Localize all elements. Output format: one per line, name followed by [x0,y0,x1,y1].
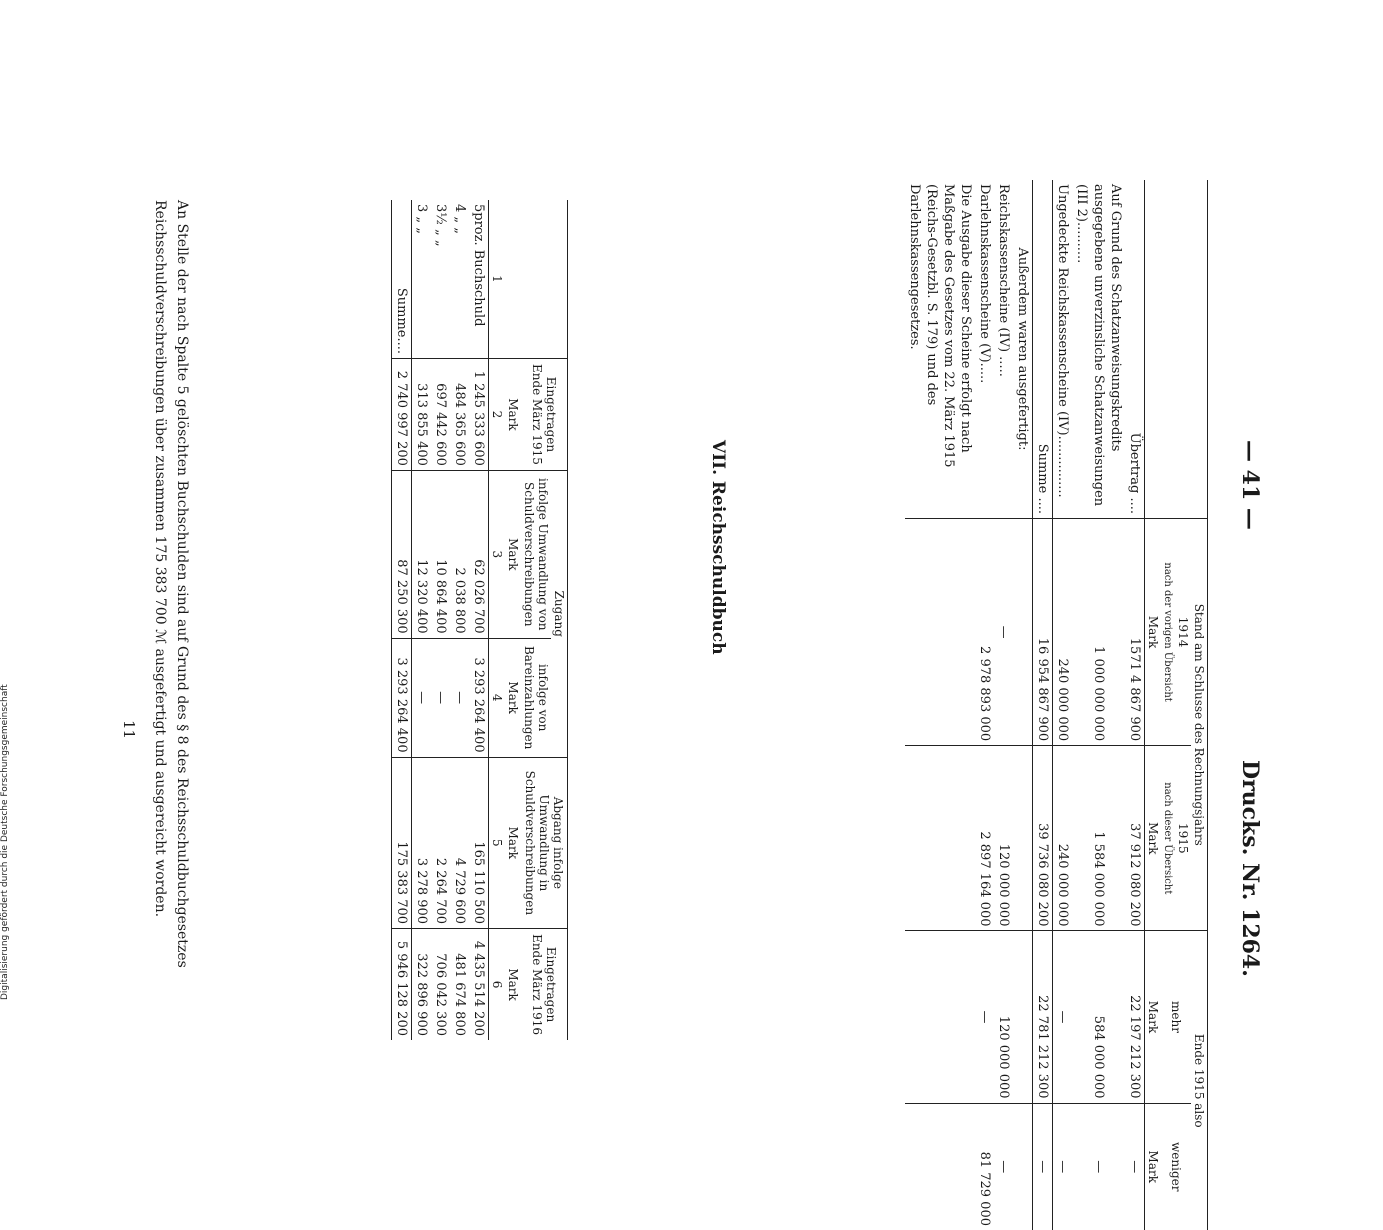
column-number: 2 [489,359,506,471]
footnote: An Stelle der nach Spalte 5 gelöschten Buchschulden sind auf Grund des § 8 des Reichsschuldbuchgesetzes Reichsschuldverschreibungen über zusammen 175 383 700 ℳ ausgefertigt und ausgereicht worden. [152,200,190,968]
col-zugang-header: Zugang [551,470,568,757]
column-number: 5 [489,757,506,928]
col-mehr-header: mehr [1161,931,1191,1103]
reichsschuldbuch-table: Eingetragen Ende März 1915 Zugang Abgang infolge Umwandlung in Schuldverschreibungen Eingetragen Ende März 1916 infolge Umwandlung von Schuldverschreibungen infolge von Bareinzahlungen Mark Mark Mark Mark Mark 1 2 3 4 5 6 5proz. Buchschuld 1 245 333 600 62 026 700 3 293 264 400 165 110 500 4 435 514 200 4 „ „ 484 365 600 2 038 800 — 4 729 600 481 674 800 3½ „ „ 697 442 600 10 864 400 — 2 264 700 706 042 300 3 „ „ 313 855 400 12 320 400 — 3 278 900 322 896 900 Summe.... 2 740 997 200 87 250 300 3 293 264 400 175 383 700 5 946 128 200 [391,200,568,1040]
page-number: — 41 — [1237,440,1263,530]
column-number: 4 [489,638,506,757]
table-row: Summe.... 2 740 997 200 87 250 300 3 293 264 400 175 383 700 5 946 128 200 [392,200,412,1040]
col-1915-header: 1915 nach dieser Übersicht [1161,746,1191,931]
table-row: 3½ „ „ 697 442 600 10 864 400 — 2 264 700 706 042 300 [431,200,450,1040]
drucksache-number: Drucks. Nr. 1264. [1237,760,1263,977]
dfg-note: Digitalisierung gefördert durch die Deutsche Forschungsgemeinschaft [0,684,10,1000]
label-header [521,200,568,359]
table-row: Reichskassenscheine (IV) ..... — 120 000 000 120 000 000 — [994,180,1013,1230]
column-number: 1 [489,200,506,359]
table-row: 3 „ „ 313 855 400 12 320 400 — 3 278 900 322 896 900 [412,200,432,1040]
table-row: Übertrag .... 1571 4 867 900 37 912 080 200 22 197 212 300 — [1125,180,1145,1230]
unit-label: Mark [1145,519,1162,746]
unit-label: Mark [1146,1150,1160,1183]
col-eingetragen-1916-header: Eingetragen Ende März 1916 [530,934,558,1036]
col-1914-header: 1914 nach der vorigen Übersicht [1161,519,1191,746]
section-title: VII. Reichsschuldbuch [708,440,728,655]
table-row: Ungedeckte Reichskassenscheine (IV)............... 240 000 000 240 000 000 — — [1053,180,1073,1230]
bottom-page-number: 11 [120,720,138,740]
stand-header: Stand am Schlusse des Rechnungsjahrs [1191,519,1208,931]
table-row: 4 „ „ 484 365 600 2 038 800 — 4 729 600 481 674 800 [450,200,469,1040]
col-eingetragen-1915-header: Eingetragen Ende März 1915 [521,359,568,471]
unit-label: Mark [1145,931,1162,1103]
col-zugang-bar-header: infolge von Bareinzahlungen [521,638,551,757]
label-header [1145,180,1208,519]
table-row: Summe .... 16 954 867 900 39 736 080 200 22 781 212 300 — [1033,180,1053,1230]
column-number: 3 [489,470,506,638]
col-zugang-umwandlung-header: infolge Umwandlung von Schuldverschreibungen [521,470,551,638]
table-row: Außerdem waren ausgefertigt: [1013,180,1033,1230]
unit-label: Mark [1145,746,1162,931]
table-row: Die Ausgabe dieser Scheine erfolgt nach Maßgabe des Gesetzes vom 22. März 1915 (Reichs-Gesetzbl. S. 179) und des Darlehnskassengesetzes. [905,180,975,1230]
table-row: Darlehnskassenscheine (V)..... 2 978 893 000 2 897 164 000 — 81 729 000 [975,180,994,1230]
table-row: 5proz. Buchschuld 1 245 333 600 62 026 700 3 293 264 400 165 110 500 4 435 514 200 [469,200,489,1040]
column-number: 6 [490,980,504,989]
col-weniger-header: weniger [1169,1142,1183,1192]
page-header [1223,0,1263,1000]
end-header: Ende 1915 also [1192,1033,1206,1128]
table-row: Auf Grund des Schatzanweisungskredits ausgegebene unverzinsliche Schatzanweisungen (III 2).......... 1 000 000 000 1 584 000 000 584 000 000 — [1072,180,1125,1230]
col-abgang-header: Abgang infolge Umwandlung in Schuldverschreibungen [521,757,568,928]
debt-overview-table [905,180,1208,1230]
